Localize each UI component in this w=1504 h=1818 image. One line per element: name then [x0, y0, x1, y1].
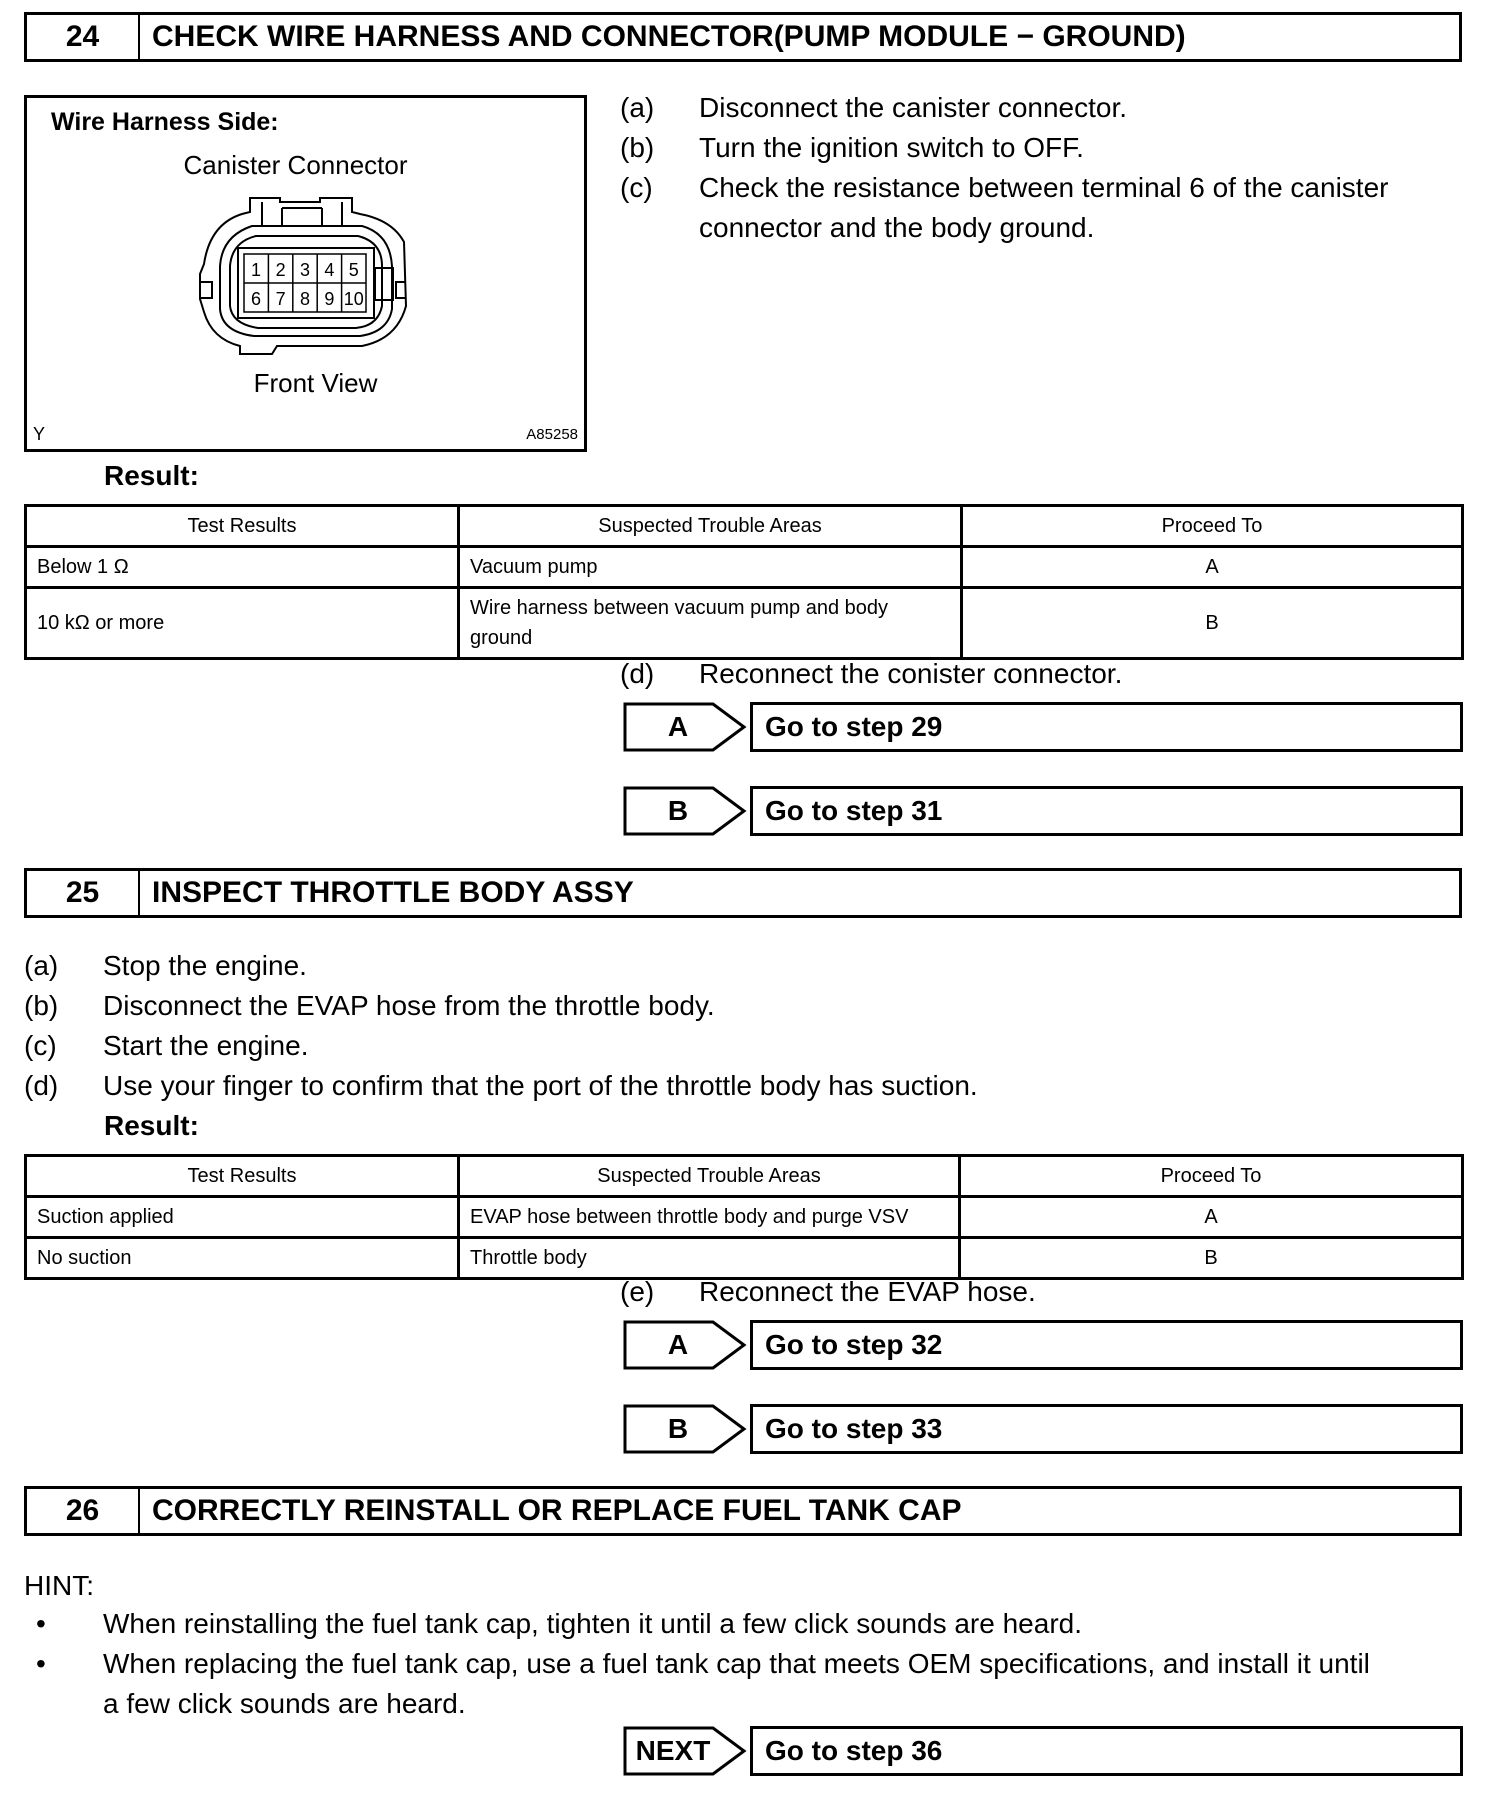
branch-tag: A — [667, 1329, 689, 1360]
instruction-label: (c) — [24, 1030, 57, 1061]
bullet-text: When reinstalling the fuel tank cap, tighten it until a few click sounds are heard. — [103, 1608, 1082, 1639]
goto-destination[interactable]: Go to step 32 — [750, 1320, 1463, 1370]
figure-corner-label: Y — [33, 424, 46, 444]
goto-destination[interactable]: Go to step 33 — [750, 1404, 1463, 1454]
pin-1: 1 — [250, 260, 262, 280]
goto-a-step-29[interactable] — [623, 702, 1463, 752]
hint-label: HINT: — [24, 1570, 94, 1601]
bullet-dot: • — [36, 1608, 46, 1639]
step-title: CHECK WIRE HARNESS AND CONNECTOR(PUMP MODULE − GROUND) — [152, 20, 1186, 53]
step-title: INSPECT THROTTLE BODY ASSY — [152, 876, 634, 909]
header-proceed-to: Proceed To — [960, 1156, 1463, 1197]
table-header-row — [26, 1156, 1463, 1197]
result-label: Result: — [104, 1110, 199, 1141]
instruction-label: (d) — [620, 658, 655, 689]
goto-b-step-31[interactable] — [623, 786, 1463, 836]
instruction-label: (d) — [24, 1070, 59, 1101]
step-title: CORRECTLY REINSTALL OR REPLACE FUEL TANK CAP — [152, 1494, 962, 1527]
instruction-text: Disconnect the canister connector. — [699, 92, 1128, 123]
pin-5: 5 — [348, 260, 359, 280]
cell-test-result: Below 1 Ω — [26, 547, 459, 588]
header-suspected-areas: Suspected Trouble Areas — [459, 1156, 960, 1197]
goto-b-step-33[interactable] — [623, 1404, 1463, 1454]
goto-destination[interactable]: Go to step 31 — [750, 786, 1463, 836]
header-test-results: Test Results — [26, 1156, 459, 1197]
pin-4: 4 — [324, 260, 335, 280]
figure-heading: Wire Harness Side: — [51, 108, 279, 136]
result-label: Result: — [104, 460, 199, 491]
cell-trouble-area: EVAP hose between throttle body and purge VSV — [459, 1197, 960, 1238]
instruction-text: Start the engine. — [103, 1030, 309, 1061]
pin-3: 3 — [299, 260, 311, 280]
connector-drawing — [192, 194, 422, 359]
goto-a-step-32[interactable] — [623, 1320, 1463, 1370]
cell-proceed-to: A — [962, 547, 1463, 588]
table-row — [26, 1197, 1463, 1238]
goto-destination[interactable]: Go to step 36 — [750, 1726, 1463, 1776]
cell-trouble-area: Vacuum pump — [459, 547, 962, 588]
figure-id: A85258 — [526, 426, 578, 443]
instruction-text: Check the resistance between terminal 6 of the canister — [699, 172, 1389, 203]
step-number: 26 — [27, 1489, 140, 1533]
connector-label — [27, 150, 584, 181]
connector-label-text: Canister Connector — [183, 150, 408, 180]
instruction-label: (e) — [620, 1276, 655, 1307]
branch-tag: B — [667, 795, 689, 826]
step-number: 25 — [27, 871, 140, 915]
result-table-25 — [24, 1154, 1464, 1280]
header-suspected-areas: Suspected Trouble Areas — [459, 506, 962, 547]
header-test-results: Test Results — [26, 506, 459, 547]
pin-6: 6 — [250, 289, 262, 309]
cell-test-result: No suction — [26, 1238, 459, 1279]
instruction-text: Reconnect the EVAP hose. — [699, 1276, 1036, 1307]
branch-tag: A — [667, 711, 689, 742]
step-25-header — [24, 868, 1462, 918]
cell-proceed-to: B — [960, 1238, 1463, 1279]
cell-trouble-area: Wire harness between vacuum pump and body ground — [459, 588, 962, 659]
cell-test-result: 10 kΩ or more — [26, 588, 459, 659]
instruction-label: (a) — [620, 92, 655, 123]
branch-tag: B — [667, 1413, 689, 1444]
cell-trouble-area: Throttle body — [459, 1238, 960, 1279]
pin-9: 9 — [324, 289, 335, 309]
instruction-text: Reconnect the conister connector. — [699, 658, 1123, 689]
bullet-dot: • — [36, 1648, 46, 1679]
table-header-row — [26, 506, 1463, 547]
header-proceed-to: Proceed To — [962, 506, 1463, 547]
instruction-text: Turn the ignition switch to OFF. — [699, 132, 1084, 163]
instruction-label: (a) — [24, 950, 59, 981]
pin-2: 2 — [275, 260, 286, 280]
instruction-label: (b) — [24, 990, 59, 1021]
cell-proceed-to: B — [962, 588, 1463, 659]
connector-figure — [24, 95, 587, 452]
view-label — [27, 368, 584, 399]
step-24-header — [24, 12, 1462, 62]
instruction-label: (b) — [620, 132, 655, 163]
step-number: 24 — [27, 15, 140, 59]
instruction-text: Use your finger to confirm that the port of the throttle body has suction. — [103, 1070, 978, 1101]
table-row — [26, 547, 1463, 588]
bullet-text: When replacing the fuel tank cap, use a fuel tank cap that meets OEM specifications, and install it until — [103, 1648, 1370, 1679]
cell-test-result: Suction applied — [26, 1197, 459, 1238]
pin-10: 10 — [343, 289, 364, 309]
instruction-label: (c) — [620, 172, 653, 203]
pin-7: 7 — [275, 289, 286, 309]
goto-destination[interactable]: Go to step 29 — [750, 702, 1463, 752]
bullet-text-cont: a few click sounds are heard. — [103, 1688, 466, 1719]
goto-next-step-36[interactable] — [623, 1726, 1463, 1776]
view-label-text: Front View — [253, 368, 378, 398]
branch-tag: NEXT — [635, 1735, 711, 1766]
cell-proceed-to: A — [960, 1197, 1463, 1238]
pin-8: 8 — [299, 289, 311, 309]
instruction-text: Disconnect the EVAP hose from the throttle body. — [103, 990, 715, 1021]
table-row — [26, 588, 1463, 659]
instruction-text: Stop the engine. — [103, 950, 307, 981]
result-table-24 — [24, 504, 1464, 660]
instruction-text: connector and the body ground. — [699, 212, 1095, 243]
step-26-header — [24, 1486, 1462, 1536]
